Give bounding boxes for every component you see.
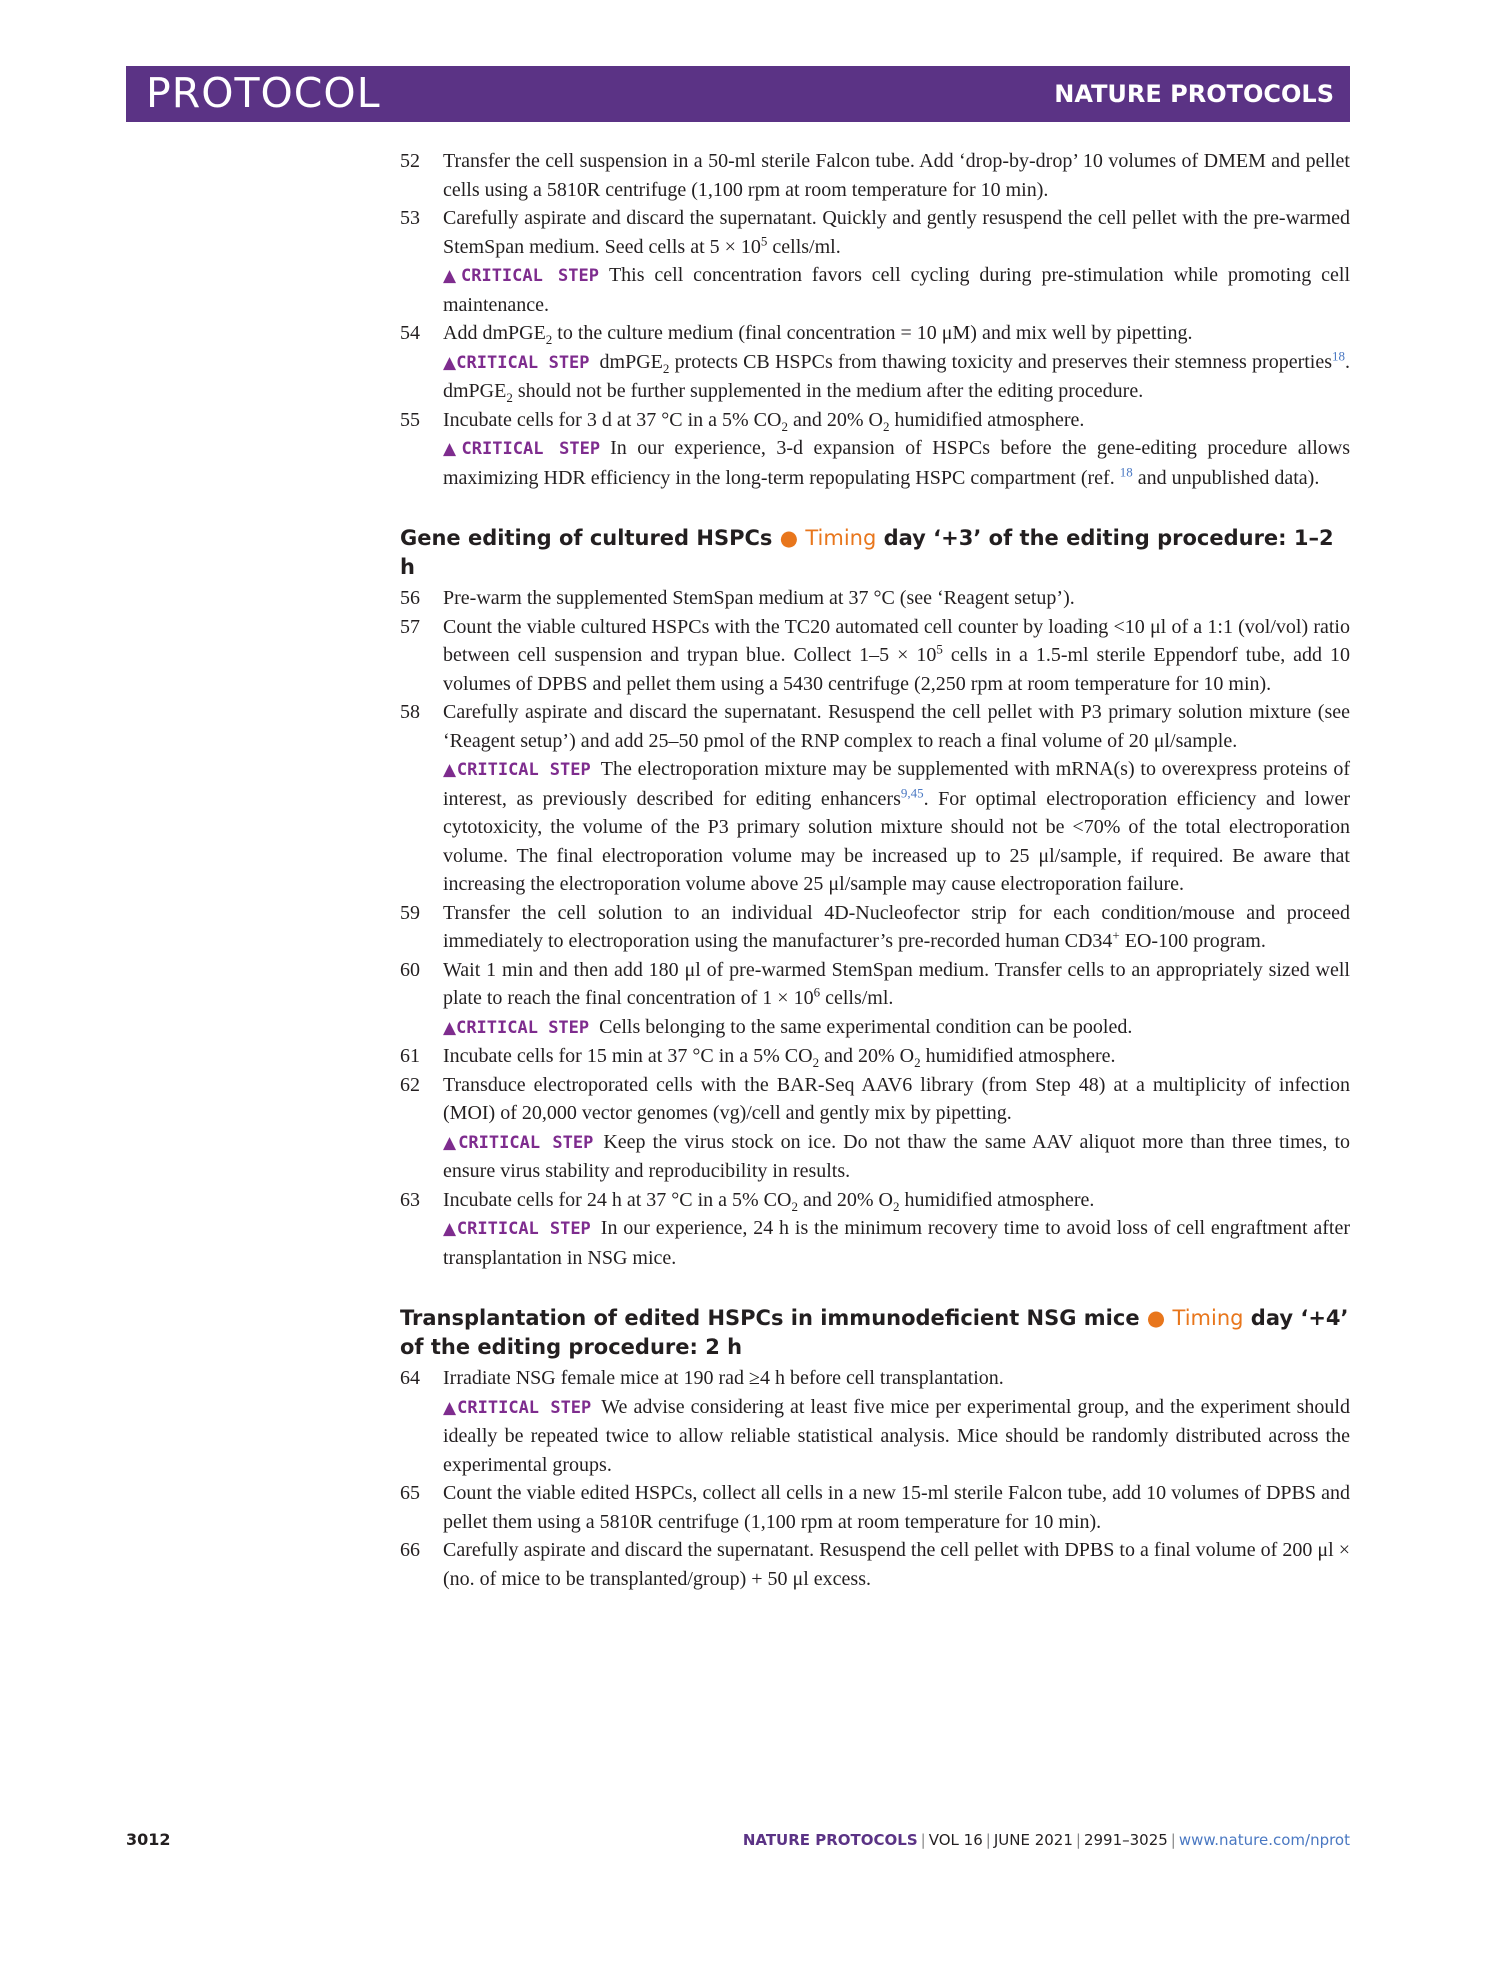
step-text: Transfer the cell suspension in a 50-ml sterile Falcon tube. Add ‘drop-by-drop’ 10 volumes of DMEM and pellet cells using a 5810R centrifuge (1,100 rpm at room temperature for 10 min). (443, 150, 1350, 201)
step-text: Carefully aspirate and discard the supernatant. Quickly and gently resuspend the cell pellet with the pre-warmed StemSpan medium. Seed cells at $5 \times 10^5$ cells/ml. (443, 207, 1350, 258)
step-text: Incubate cells for 24 h at 37 °C in a 5% $CO_2$ and 20% $O_2$ humidified atmosphere. (443, 1188, 1095, 1214)
critical-step-label: ▲CRITICAL STEP (443, 1219, 591, 1239)
critical-step-label: ▲CRITICAL STEP (443, 1397, 592, 1418)
footer-pages: 2991–3025 (1083, 1831, 1168, 1849)
timing-dot-icon: ● (779, 526, 799, 550)
step-text: Irradiate NSG female mice at 190 rad ≥4 h before cell transplantation. (443, 1367, 1004, 1389)
page-number: 3012 (126, 1830, 171, 1849)
step-number: 61 (400, 1045, 420, 1067)
critical-step-label: ▲CRITICAL STEP (443, 266, 599, 286)
header-banner (126, 66, 1350, 122)
warning-triangle-icon: ▲ (443, 352, 457, 373)
critical-step-note: ▲CRITICAL STEP The electroporation mixture may be supplemented with mRNA(s) to overexpress proteins of interest, as previously described for editing enhancers$^{9,45}$. For optimal electroporation efficiency and lower cytotoxicity, the volume of the P3 primary solution mixture should not be <70% of the total electroporation volume. The final electroporation volume may be increased up to 25 μl/sample, if required. Be aware that increasing the electroporation volume above 25 μl/sample may cause electroporation failure. (443, 758, 1350, 895)
step-text: Count the viable cultured HSPCs with the TC20 automated cell counter by loading <10 μl of a 1:1 (vol/vol) ratio between cell suspension and trypan blue. Collect $1-5 \times 10^5$ cells in a 1.5-ml sterile Eppendorf tube, add 10 volumes of DPBS and pellet them using a 5430 centrifuge (2,250 rpm at room temperature for 10 min). (443, 615, 1350, 695)
step-text: Pre-warm the supplemented StemSpan medium at 37 °C (see ‘Reagent setup’). (443, 587, 1075, 609)
critical-step-note: ▲CRITICAL STEP We advise considering at least five mice per experimental group, and the experiment should ideally be repeated twice to allow reliable statistical analysis. Mice should be randomly distributed across the experimental groups. (443, 1395, 1350, 1476)
protocol-step-59 (400, 899, 1350, 956)
protocol-step-63 (400, 1186, 1350, 1273)
footer-volume: VOL 16 (928, 1831, 983, 1849)
step-number: 62 (400, 1073, 420, 1096)
protocol-step-58 (400, 698, 1350, 899)
step-number: 64 (400, 1367, 420, 1389)
footer-url-link[interactable]: www.nature.com/nprot (1178, 1831, 1350, 1849)
step-number: 58 (400, 701, 420, 723)
reference-link[interactable]: 9,45 (900, 784, 924, 800)
step-number: 60 (400, 958, 420, 981)
step-number: 66 (400, 1539, 420, 1561)
step-text: Transfer the cell solution to an individual 4D-Nucleofector strip for each condition/mouse and proceed immediately to electroporation using the manufacturer’s pre-recorded human CD34+ EO-100 program. (443, 901, 1350, 952)
protocol-step-55 (400, 406, 1350, 493)
step-number: 63 (400, 1188, 420, 1211)
protocol-step-56 (400, 584, 1350, 613)
protocol-step-65 (400, 1479, 1350, 1536)
warning-triangle-icon: ▲ (443, 1017, 457, 1038)
critical-step-label: ▲CRITICAL STEP (443, 352, 590, 373)
protocol-step-66 (400, 1536, 1350, 1593)
critical-step-note: ▲CRITICAL STEP In our experience, 24 h is the minimum recovery time to avoid loss of cell engraftment after transplantation in NSG mice. (443, 1217, 1350, 1269)
protocol-step-53 (400, 204, 1350, 319)
critical-step-label: ▲CRITICAL STEP (443, 1017, 590, 1038)
section-heading-transplantation: Transplantation of edited HSPCs in immunodeficient NSG mice ● Timing day ‘+4’ of the editing procedure: 2 h (400, 1306, 1349, 1359)
protocol-step-60 (400, 956, 1350, 1043)
critical-step-note: ▲CRITICAL STEP This cell concentration favors cell cycling during pre-stimulation while promoting cell maintenance. (443, 264, 1350, 316)
step-text: Transduce electroporated cells with the BAR-Seq AAV6 library (from Step 48) at a multiplicity of infection (MOI) of 20,000 vector genomes (vg)/cell and gently mix by pipetting. (443, 1073, 1350, 1124)
footer-journal-name: NATURE PROTOCOLS (742, 1831, 918, 1849)
warning-triangle-icon: ▲ (443, 1132, 459, 1153)
protocol-step-64 (400, 1364, 1350, 1479)
critical-step-note: ▲CRITICAL STEP dmPGE$_2$ protects CB HSPCs from thawing toxicity and preserves their stemness properties$^{18}$. dmPGE$_2$ should not be further supplemented in the medium after the editing procedure. (443, 347, 1351, 405)
step-text: Wait 1 min and then add 180 μl of pre-warmed StemSpan medium. Transfer cells to an appropriately sized well plate to reach the final concentration of $1 \times 10^6$ cells/ml. (443, 958, 1350, 1009)
step-number: 54 (400, 322, 420, 344)
protocol-step-61 (400, 1042, 1350, 1071)
section-heading-gene-editing: Gene editing of cultured HSPCs ● Timing day ‘+3’ of the editing procedure: 1–2 h (400, 526, 1334, 579)
journal-footer: NATURE PROTOCOLS | VOL 16 | JUNE 2021 | 2991–3025 | www.nature.com/nprot (742, 1831, 1350, 1849)
protocol-step-54 (400, 319, 1350, 406)
timing-dot-icon: ● (1146, 1306, 1166, 1330)
step-number: 59 (400, 901, 420, 924)
step-text: Incubate cells for 15 min at 37 °C in a 5% $CO_2$ and 20% $O_2$ humidified atmosphere. (443, 1045, 1116, 1070)
reference-link[interactable]: 18 (1119, 463, 1133, 479)
step-text: Carefully aspirate and discard the supernatant. Resuspend the cell pellet with P3 primary solution mixture (see ‘Reagent setup’) and add 25–50 pmol of the RNP complex to reach a final volume of 20 μl/sample. (443, 701, 1350, 752)
warning-triangle-icon: ▲ (443, 439, 462, 459)
warning-triangle-icon: ▲ (443, 760, 457, 780)
step-number: 53 (400, 207, 420, 229)
critical-step-note: ▲CRITICAL STEP In our experience, 3-d expansion of HSPCs before the gene-editing procedure allows maximizing HDR efficiency in the long-term repopulating HSPC compartment (ref. $^{18}$ and unpublished data). (443, 437, 1350, 489)
protocol-step-62 (400, 1071, 1350, 1186)
warning-triangle-icon: ▲ (443, 1219, 457, 1239)
critical-step-label: ▲CRITICAL STEP (443, 760, 591, 780)
step-number: 56 (400, 587, 420, 609)
step-text: Carefully aspirate and discard the supernatant. Resuspend the cell pellet with DPBS to a final volume of 200 μl × (no. of mice to be transplanted/group) + 50 μl excess. (443, 1539, 1350, 1590)
protocol-step-57 (400, 613, 1350, 699)
critical-step-label: ▲CRITICAL STEP (443, 439, 601, 459)
step-text: Add dmPGE$_2$ to the culture medium (final concentration = 10 μM) and mix well by pipetting. (443, 322, 1193, 347)
reference-link[interactable]: 18 (1332, 347, 1346, 363)
critical-step-label: ▲CRITICAL STEP (443, 1132, 594, 1153)
footer-date: JUNE 2021 (993, 1831, 1073, 1849)
step-number: 55 (400, 408, 420, 431)
step-text: Incubate cells for 3 d at 37 °C in a 5% $CO_2$ and 20% $O_2$ humidified atmosphere. (443, 408, 1085, 434)
step-number: 52 (400, 150, 420, 172)
protocol-step-52 (400, 147, 1350, 204)
journal-name-header: NATURE PROTOCOLS (1054, 80, 1334, 108)
article-body (400, 147, 1350, 1593)
warning-triangle-icon: ▲ (443, 1397, 458, 1418)
step-number: 57 (400, 615, 420, 638)
critical-step-note: ▲CRITICAL STEP Cells belonging to the same experimental condition can be pooled. (443, 1015, 1133, 1038)
section-type-label: PROTOCOL (146, 69, 381, 117)
step-number: 65 (400, 1482, 420, 1504)
warning-triangle-icon: ▲ (443, 266, 461, 286)
step-text: Count the viable edited HSPCs, collect all cells in a new 15-ml sterile Falcon tube, add 10 volumes of DPBS and pellet them using a 5810R centrifuge (1,100 rpm at room temperature for 10 min). (443, 1482, 1350, 1533)
critical-step-note: ▲CRITICAL STEP Keep the virus stock on ice. Do not thaw the same AAV aliquot more than three times, to ensure virus stability and reproducibility in results. (443, 1130, 1350, 1182)
